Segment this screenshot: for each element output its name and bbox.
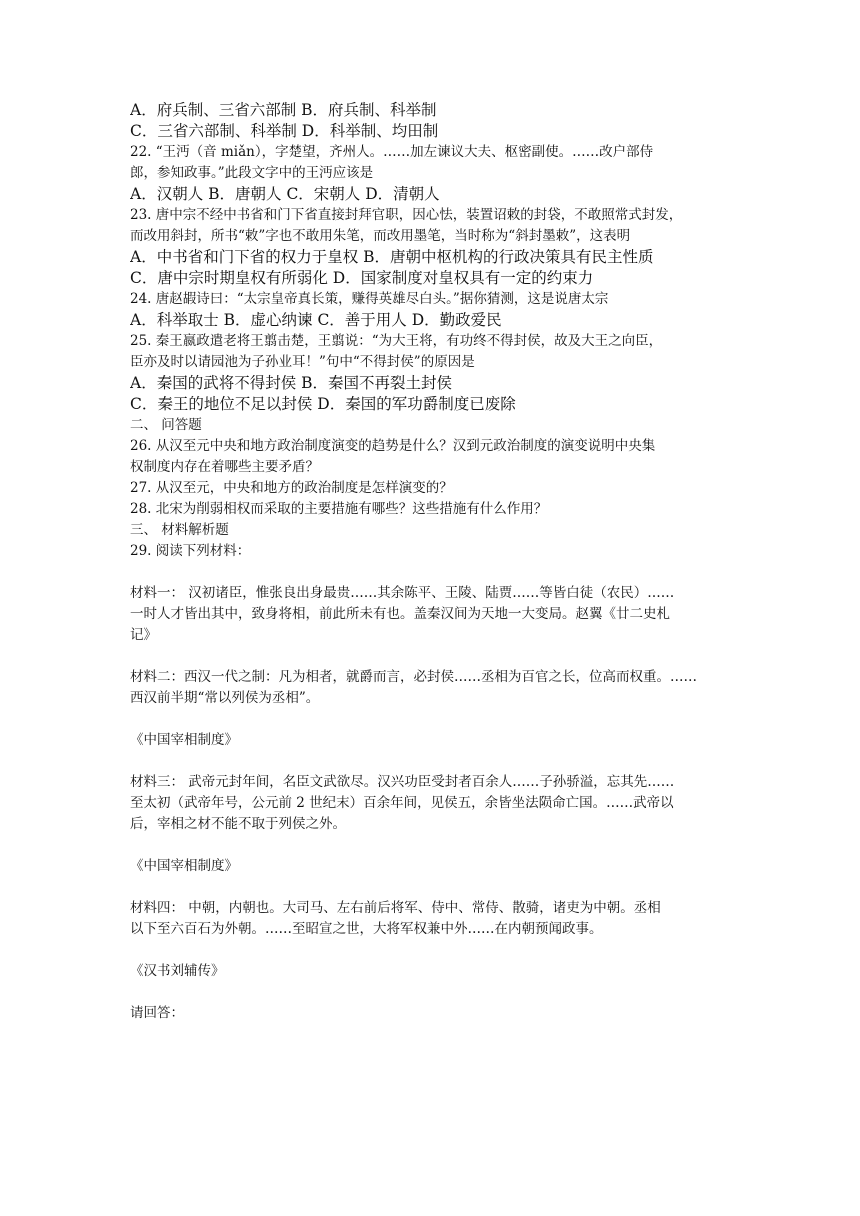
q22-options: A．汉朝人 B．唐朝人 C．宋朝人 D．清朝人 — [130, 185, 440, 203]
document-page — [130, 100, 730, 1024]
q21-options-line-2: C．三省六部制、科举制 D．科举制、均田制 — [130, 122, 439, 140]
q25-stem-line-1: 25. 秦王嬴政遣老将王翦击楚，王翦说：“为大王将，有功终不得封侯，故及大王之向臣， — [130, 333, 663, 349]
q23-stem-line-2: 而改用斜封，所书“敕”字也不敢用朱笔，而改用墨笔，当时称为“斜封墨敕”，这表明 — [130, 228, 631, 244]
q28: 28. 北宋为削弱相权而采取的主要措施有哪些？这些措施有什么作用？ — [130, 501, 548, 517]
material-1-line-2: 一时人才皆出其中，致身将相，前此所未有也。盖秦汉间为天地一大变局。赵翼《廿二史札 — [130, 606, 670, 622]
q26-line-2: 权制度内存在着哪些主要矛盾？ — [130, 459, 319, 475]
section-2-heading: 二、 问答题 — [130, 417, 202, 433]
q29-intro: 29. 阅读下列材料： — [130, 543, 251, 559]
material-3-line-2: 至太初（武帝年号，公元前 2 世纪末）百余年间，见侯五，余皆坐法陨命亡国。……武帝以 — [130, 795, 674, 811]
q24-options: A．科举取士 B．虚心纳谏 C．善于用人 D．勤政爱民 — [130, 311, 502, 329]
answer-prompt: 请回答： — [130, 1005, 184, 1021]
q27: 27. 从汉至元，中央和地方的政治制度是怎样演变的？ — [130, 480, 453, 496]
material-2-line-2: 西汉前半期“常以列侯为丞相”。 — [130, 690, 320, 706]
q23-option-line-1: A．中书省和门下省的权力于皇权 B．唐朝中枢机构的行政决策具有民主性质 — [130, 248, 654, 266]
section-3-heading: 三、 材料解析题 — [130, 522, 229, 538]
q26-line-1: 26. 从汉至元中央和地方政治制度演变的趋势是什么？汉到元政治制度的演变说明中央集 — [130, 438, 656, 454]
q23-option-line-2: C．唐中宗时期皇权有所弱化 D．国家制度对皇权具有一定的约束力 — [130, 269, 594, 287]
q22-stem-line-1: 22. “王沔（音 miǎn），字楚望，齐州人。……加左谏议大夫、枢密副使。……改户部侍 — [130, 144, 654, 160]
q21-options-line-1: A．府兵制、三省六部制 B．府兵制、科举制 — [130, 101, 437, 119]
q24-stem: 24. 唐赵嘏诗曰：“太宗皇帝真长策，赚得英雄尽白头。”据你猜测，这是说唐太宗 — [130, 291, 609, 307]
material-1-line-1: 材料一： 汉初诸臣，惟张良出身最贵……其余陈平、王陵、陆贾……等皆白徒（农民）…… — [130, 585, 675, 601]
q25-option-line-1: A．秦国的武将不得封侯 B．秦国不再裂土封侯 — [130, 374, 453, 392]
q22-stem-line-2: 郎，参知政事。”此段文字中的王沔应该是 — [130, 165, 374, 181]
material-3-source: 《中国宰相制度》 — [130, 858, 238, 874]
material-4-line-2: 以下至六百石为外朝。……至昭宣之世，大将军权兼中外……在内朝预闻政事。 — [130, 921, 603, 937]
material-1-line-3: 记》 — [130, 627, 157, 643]
material-4-source: 《汉书刘辅传》 — [130, 963, 225, 979]
q25-option-line-2: C．秦王的地位不足以封侯 D．秦国的军功爵制度已废除 — [130, 395, 516, 413]
material-3-line-1: 材料三： 武帝元封年间，名臣文武欲尽。汉兴功臣受封者百余人……子孙骄溢，忘其先…… — [130, 774, 675, 790]
material-2-source: 《中国宰相制度》 — [130, 732, 238, 748]
q23-stem-line-1: 23. 唐中宗不经中书省和门下省直接封拜官职，因心怯，装置诏敕的封袋，不敢照常式封发， — [130, 207, 683, 223]
q25-stem-line-2: 臣亦及时以请园池为子孙业耳！”句中“不得封侯”的原因是 — [130, 354, 475, 370]
material-2-line-1: 材料二：西汉一代之制：凡为相者，就爵而言，必封侯……丞相为百官之长，位高而权重。…… — [130, 669, 697, 685]
material-4-line-1: 材料四： 中朝，内朝也。大司马、左右前后将军、侍中、常侍、散骑，诸吏为中朝。丞相 — [130, 900, 661, 916]
material-3-line-3: 后，宰相之材不能不取于列侯之外。 — [130, 816, 346, 832]
